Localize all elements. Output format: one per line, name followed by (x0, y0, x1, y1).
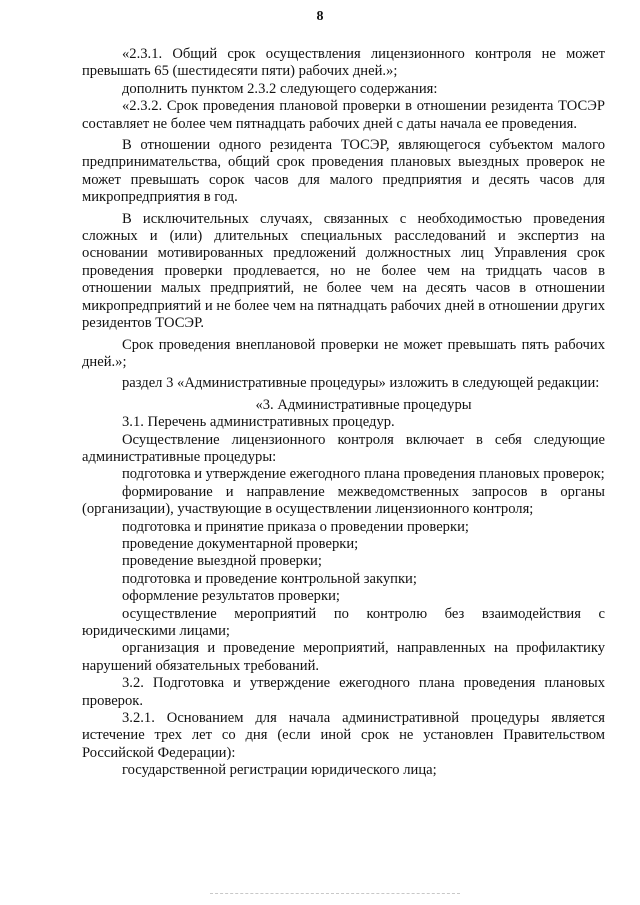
document-body (82, 46, 605, 780)
list-item-documentary-inspection: проведение документарной проверки; (122, 535, 359, 552)
paragraph-procedures-intro: Осуществление лицензионного контроля включает в себя следующие административные процедуры: (82, 431, 605, 465)
paragraph-2-3-2: «2.3.2. Срок проведения плановой проверки в отношении резидента ТОСЭР составляет не более чем пятнадцать рабочих дней с даты начала ее проведения. (82, 98, 605, 132)
paragraph-section-3-instruction: раздел 3 «Административные процедуры» изложить в следующей редакции: (122, 375, 600, 392)
list-item-annual-plan: подготовка и утверждение ежегодного плана проведения плановых проверок; (122, 466, 605, 483)
paragraph-small-business: В отношении одного резидента ТОСЭР, являющегося субъектом малого предпринимательства, общий срок проведения плановых выездных проверок не может превышать сорок часов для малого предприятия и десять часов для микропредприятия в год. (82, 137, 605, 206)
list-item-field-inspection: проведение выездной проверки; (122, 553, 322, 570)
page-number: 8 (316, 9, 324, 24)
scan-footer-line (210, 893, 460, 895)
list-item-interagency-requests: формирование и направление межведомственных запросов в органы (организации), участвующие в осуществлении лицензионного контроля; (82, 483, 605, 518)
section-heading: «3. Административные процедуры (255, 396, 472, 413)
list-item-no-interaction-control: осуществление мероприятий по контролю без взаимодействия с юридическими лицами; (82, 605, 605, 639)
paragraph-amend-instruction: дополнить пунктом 2.3.2 следующего содержания: (122, 80, 438, 97)
paragraph-3-2-1: 3.2.1. Основанием для начала административной процедуры является истечение трех лет со дня (если иной срок не установлен Правительством Российской Федерации): (82, 710, 605, 761)
list-item-control-purchase: подготовка и проведение контрольной закупки; (122, 570, 417, 587)
list-item-order: подготовка и принятие приказа о проведении проверки; (122, 518, 469, 535)
list-item-results: оформление результатов проверки; (122, 588, 340, 605)
paragraph-state-registration: государственной регистрации юридического лица; (122, 762, 437, 779)
paragraph-2-3-1: «2.3.1. Общий срок осуществления лицензионного контроля не может превышать 65 (шестидесяти пяти) рабочих дней.»; (82, 46, 605, 80)
paragraph-exceptional-cases: В исключительных случаях, связанных с необходимостью проведения сложных и (или) длительных специальных расследований и экспертиз на основании мотивированных предложений должностных лиц Управления срок проведения проверки продлевается, но не более чем на тридцать часов в отношении малых предприятий, не более чем на десять часов в отношении микропредприятий и не более чем на пятнадцать рабочих дней в отношении других резидентов ТОСЭР. (82, 210, 605, 332)
paragraph-3-2: 3.2. Подготовка и утверждение ежегодного плана проведения плановых проверок. (82, 675, 605, 709)
paragraph-unscheduled-inspection: Срок проведения внеплановой проверки не может превышать пять рабочих дней.»; (82, 336, 605, 370)
paragraph-3-1: 3.1. Перечень административных процедур. (122, 414, 395, 431)
list-item-prevention: организация и проведение мероприятий, направленных на профилактику нарушений обязательных требований. (82, 640, 605, 674)
